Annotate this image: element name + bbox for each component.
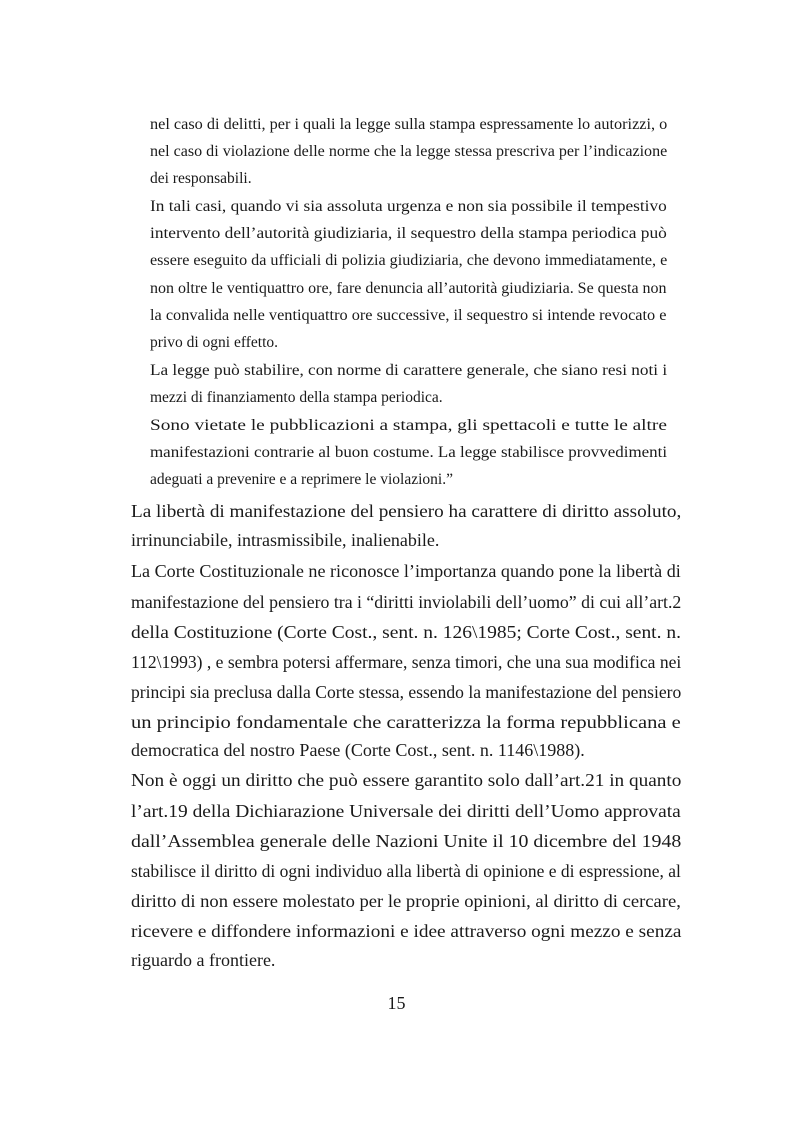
quote-line: non oltre le ventiquattro ore, fare denuncia all’autorità giudiziaria. Se questa non (150, 280, 667, 297)
quote-line: Sono vietate le pubblicazioni a stampa, gli spettacoli e tutte le altre (150, 417, 667, 434)
page-number: 15 (387, 993, 406, 1013)
body-line: La libertà di manifestazione del pensiero ha carattere di diritto assoluto, (131, 501, 682, 521)
quote-line: essere eseguito da ufficiali di polizia giudiziaria, che devono immediatamente, e (150, 252, 668, 269)
body-line: dall’Assemblea generale delle Nazioni Unite il 10 dicembre del 1948 (131, 831, 682, 851)
quote-line: intervento dell’autorità giudiziaria, il sequestro della stampa periodica può (150, 225, 667, 242)
quote-line: nel caso di violazione delle norme che la legge stessa prescriva per l’indicazione (150, 143, 668, 160)
quote-line: manifestazioni contrarie al buon costume. La legge stabilisce provvedimenti (150, 444, 668, 461)
quote-line: adeguati a prevenire e a reprimere le violazioni.” (150, 471, 453, 488)
quote-line: nel caso di delitti, per i quali la legge sulla stampa espressamente lo autorizzi, o (150, 116, 668, 133)
body-line: della Costituzione (Corte Cost., sent. n. 126\1985; Corte Cost., sent. n. (131, 622, 681, 642)
body-line: La Corte Costituzionale ne riconosce l’importanza quando pone la libertà di (131, 561, 681, 581)
body-line: democratica del nostro Paese (Corte Cost., sent. n. 1146\1988). (131, 740, 585, 760)
body-line: l’art.19 della Dichiarazione Universale dei diritti dell’Uomo approvata (131, 801, 681, 821)
body-line: manifestazione del pensiero tra i “diritti inviolabili dell’uomo” di cui all’art.2 (131, 592, 682, 612)
body-line: Non è oggi un diritto che può essere garantito solo dall’art.21 in quanto (131, 770, 682, 790)
body-line: un principio fondamentale che caratterizza la forma repubblicana e (131, 712, 681, 732)
quote-line: privo di ogni effetto. (150, 334, 278, 351)
body-line: 112\1993) , e sembra potersi affermare, senza timori, che una sua modifica nei (131, 652, 682, 672)
body-line: ricevere e diffondere informazioni e idee attraverso ogni mezzo e senza (131, 921, 682, 941)
body-line: stabilisce il diritto di ogni individuo alla libertà di opinione e di espressione, al (131, 861, 681, 881)
body-line: riguardo a frontiere. (131, 950, 276, 970)
quote-line: La legge può stabilire, con norme di carattere generale, che siano resi noti i (150, 362, 668, 379)
body-line: diritto di non essere molestato per le proprie opinioni, al diritto di cercare, (131, 891, 681, 911)
body-line: principi sia preclusa dalla Corte stessa, essendo la manifestazione del pensiero (131, 682, 682, 702)
quote-line: In tali casi, quando vi sia assoluta urgenza e non sia possibile il tempestivo (150, 198, 667, 215)
body-line: irrinunciabile, intrasmissibile, inalienabile. (131, 530, 440, 550)
quote-line: mezzi di finanziamento della stampa periodica. (150, 389, 443, 406)
quote-line: dei responsabili. (150, 170, 252, 187)
quote-line: la convalida nelle ventiquattro ore successive, il sequestro si intende revocato e (150, 307, 667, 324)
